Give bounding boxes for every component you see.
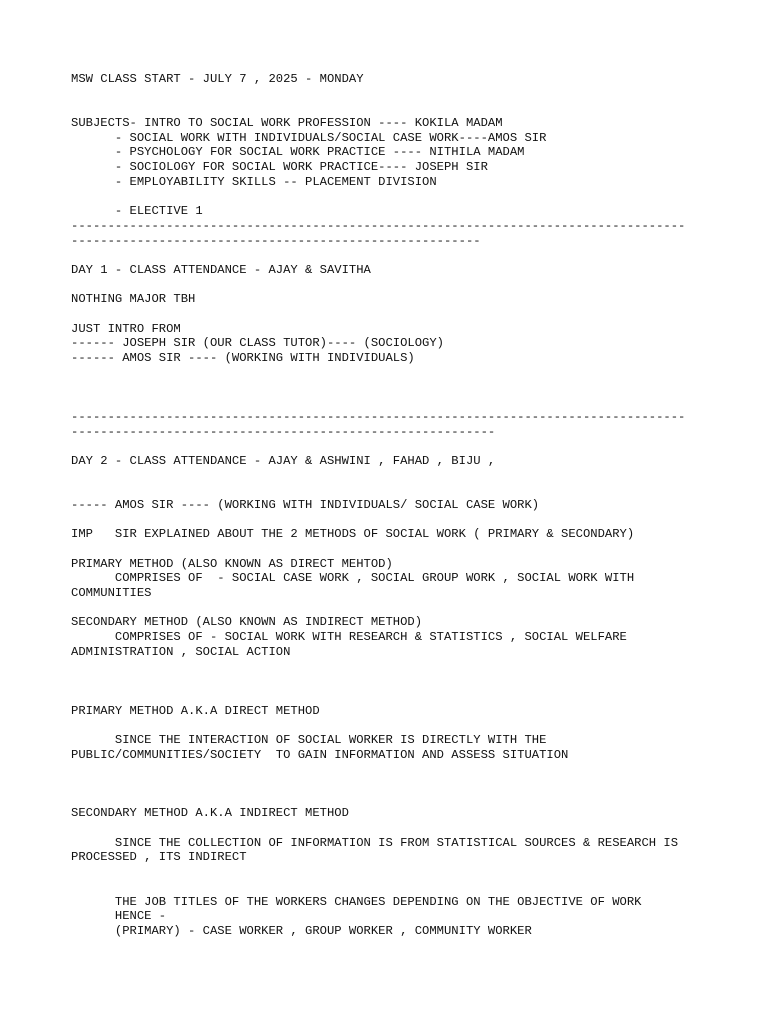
text-line: ------ JOSEPH SIR (OUR CLASS TUTOR)---- (SOCIOLOGY)	[71, 336, 444, 351]
text-line	[71, 792, 761, 807]
text-line: DAY 1 - CLASS ATTENDANCE - AJAY & SAVITHA	[71, 262, 371, 277]
text-line: PRIMARY METHOD (ALSO KNOWN AS DIRECT MEHTOD)	[71, 556, 393, 571]
text-line	[71, 380, 761, 395]
text-line: - SOCIOLOGY FOR SOCIAL WORK PRACTICE---- JOSEPH SIR	[71, 160, 488, 175]
text-line: DAY 2 - CLASS ATTENDANCE - AJAY & ASHWINI , FAHAD , BIJU ,	[71, 453, 496, 468]
text-line: PRIMARY METHOD A.K.A DIRECT METHOD	[71, 703, 320, 718]
text-line	[71, 601, 761, 616]
text-line	[71, 777, 761, 792]
text-line: SINCE THE COLLECTION OF INFORMATION IS FROM STATISTICAL SOURCES & RESEARCH IS	[71, 835, 679, 850]
text-line	[71, 278, 761, 293]
text-line: ----------------------------------------------------------	[71, 424, 496, 439]
text-line: SECONDARY METHOD (ALSO KNOWN AS INDIRECT METHOD)	[71, 615, 423, 630]
text-line	[71, 248, 761, 263]
text-line	[71, 880, 761, 895]
text-line	[71, 483, 761, 498]
text-line: THE JOB TITLES OF THE WORKERS CHANGES DEPENDING ON THE OBJECTIVE OF WORK	[71, 894, 642, 909]
text-line	[71, 865, 761, 880]
text-line: IMP SIR EXPLAINED ABOUT THE 2 METHODS OF SOCIAL WORK ( PRIMARY & SECONDARY)	[71, 527, 635, 542]
text-line: PROCESSED , ITS INDIRECT	[71, 850, 247, 865]
text-line	[71, 674, 761, 689]
text-line	[71, 366, 761, 381]
text-line	[71, 513, 761, 528]
text-line	[71, 821, 761, 836]
text-line: - ELECTIVE 1	[71, 204, 203, 219]
text-line: ----- AMOS SIR ---- (WORKING WITH INDIVIDUALS/ SOCIAL CASE WORK)	[71, 497, 540, 512]
text-line: JUST INTRO FROM	[71, 321, 181, 336]
text-line	[71, 762, 761, 777]
text-line	[71, 439, 761, 454]
text-line: - SOCIAL WORK WITH INDIVIDUALS/SOCIAL CASE WORK----AMOS SIR	[71, 130, 547, 145]
text-line	[71, 190, 761, 205]
text-line: PUBLIC/COMMUNITIES/SOCIETY TO GAIN INFORMATION AND ASSESS SITUATION	[71, 747, 569, 762]
text-line: HENCE -	[71, 909, 167, 924]
text-line: SECONDARY METHOD A.K.A INDIRECT METHOD	[71, 806, 349, 821]
text-line: SUBJECTS- INTRO TO SOCIAL WORK PROFESSION ---- KOKILA MADAM	[71, 116, 503, 131]
text-line: SINCE THE INTERACTION OF SOCIAL WORKER IS DIRECTLY WITH THE	[71, 732, 547, 747]
text-line: ------ AMOS SIR ---- (WORKING WITH INDIVIDUALS)	[71, 351, 415, 366]
text-line	[71, 87, 761, 102]
text-line	[71, 689, 761, 704]
text-line	[71, 395, 761, 410]
text-line	[71, 307, 761, 322]
text-line: ------------------------------------------------------------------------------------	[71, 218, 686, 233]
text-line: NOTHING MAJOR TBH	[71, 292, 196, 307]
text-line: COMPRISES OF - SOCIAL WORK WITH RESEARCH & STATISTICS , SOCIAL WELFARE	[71, 630, 627, 645]
text-line	[71, 718, 761, 733]
text-line: COMPRISES OF - SOCIAL CASE WORK , SOCIAL GROUP WORK , SOCIAL WORK WITH	[71, 571, 635, 586]
text-line: ADMINISTRATION , SOCIAL ACTION	[71, 644, 291, 659]
text-line: COMMUNITIES	[71, 586, 152, 601]
text-line	[71, 101, 761, 116]
text-line: --------------------------------------------------------	[71, 233, 481, 248]
text-line: MSW CLASS START - JULY 7 , 2025 - MONDAY	[71, 72, 364, 86]
text-line: (PRIMARY) - CASE WORKER , GROUP WORKER , COMMUNITY WORKER	[71, 923, 532, 938]
text-line: - EMPLOYABILITY SKILLS -- PLACEMENT DIVISION	[71, 174, 437, 189]
text-line	[71, 542, 761, 557]
document-body	[71, 72, 761, 939]
text-line: ------------------------------------------------------------------------------------	[71, 409, 686, 424]
text-line	[71, 469, 761, 484]
text-line: - PSYCHOLOGY FOR SOCIAL WORK PRACTICE ---- NITHILA MADAM	[71, 145, 525, 160]
text-line	[71, 660, 761, 675]
